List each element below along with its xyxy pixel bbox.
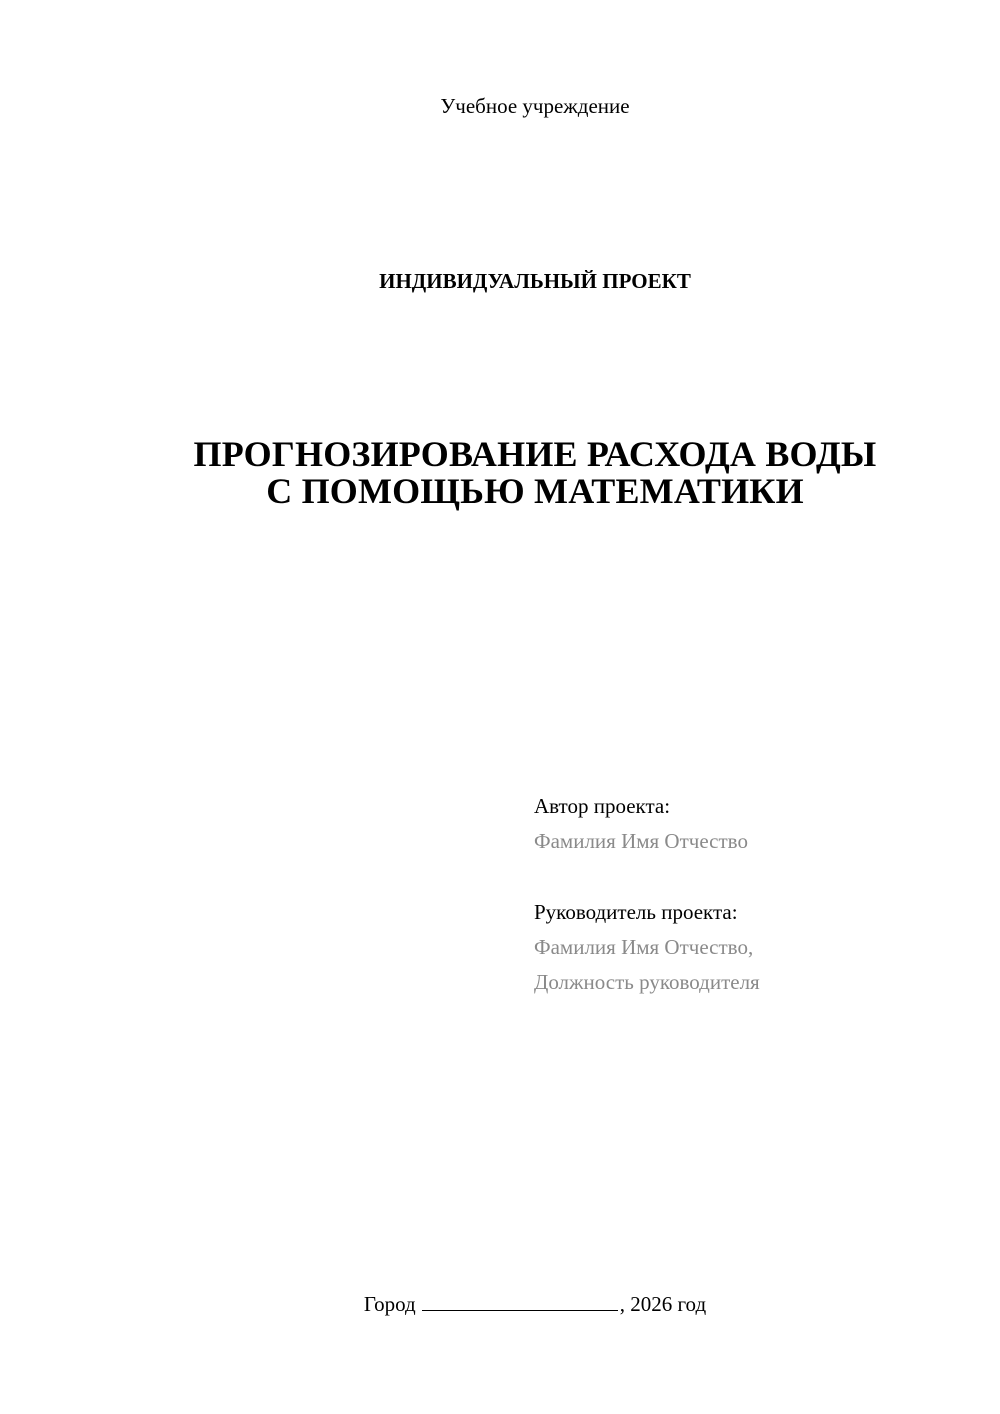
footer-city-year bbox=[0, 1290, 1000, 1318]
supervisor-position: Должность руководителя bbox=[534, 970, 760, 994]
institution-name: Учебное учреждение bbox=[440, 94, 630, 118]
project-title-line-1: ПРОГНОЗИРОВАНИЕ РАСХОДА ВОДЫ bbox=[193, 434, 877, 474]
project-title-line-2: С ПОМОЩЬЮ МАТЕМАТИКИ bbox=[266, 471, 804, 511]
project-title bbox=[0, 436, 1000, 510]
author-label: Автор проекта: bbox=[534, 794, 671, 818]
city-blank-line bbox=[422, 1290, 618, 1311]
info-spacer bbox=[534, 859, 760, 895]
year-text: , 2026 год bbox=[619, 1292, 707, 1316]
author-name: Фамилия Имя Отчество bbox=[534, 829, 748, 853]
project-type-heading: ИНДИВИДУАЛЬНЫЙ ПРОЕКТ bbox=[379, 269, 691, 293]
supervisor-name: Фамилия Имя Отчество, bbox=[534, 935, 754, 959]
project-info-block bbox=[534, 789, 760, 1000]
supervisor-label: Руководитель проекта: bbox=[534, 900, 738, 924]
city-label: Город bbox=[363, 1292, 416, 1316]
